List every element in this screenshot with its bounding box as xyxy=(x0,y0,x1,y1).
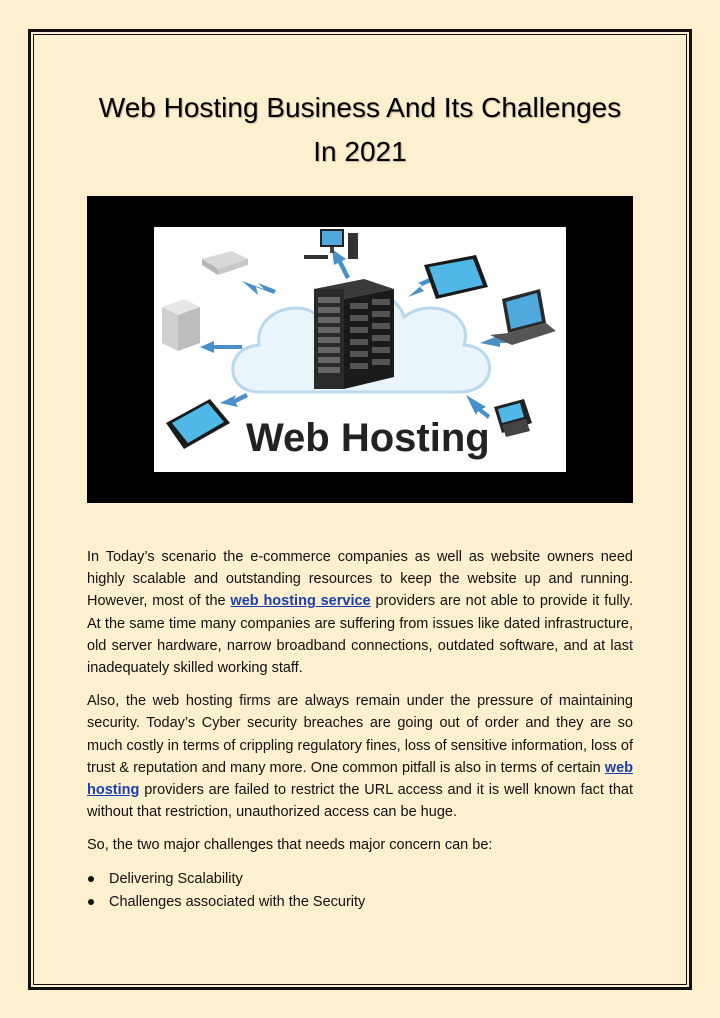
server-rack-icon xyxy=(314,279,394,389)
paragraph-3: So, the two major challenges that needs major concern can be: xyxy=(87,837,493,854)
title-line-2: In 2021 xyxy=(313,136,407,167)
hero-caption: Web Hosting xyxy=(246,416,490,460)
paragraph-2-text-b: providers are failed to restrict the URL access and it is well known fact that without that restriction, unauthorized access can be huge. xyxy=(87,782,633,821)
bullet-icon xyxy=(88,899,94,905)
paragraph-1 xyxy=(87,546,633,679)
list-item-label: Challenges associated with the Security xyxy=(109,893,366,910)
web-hosting-illustration xyxy=(87,196,633,503)
paragraph-1-text-b: providers are not able to provide it fully. At the same time many companies are suffering from issues like dated infrastructure, old server hardware, narrow broadband connections, outdated software, and at last inadequately skilled working staff. xyxy=(87,593,634,677)
title-line-1: Web Hosting Business And Its Challenges xyxy=(98,92,622,123)
document-title xyxy=(60,86,660,174)
web-hosting-service-link[interactable]: web hosting service xyxy=(230,593,371,610)
web-hosting-link[interactable]: web hosting xyxy=(87,759,633,799)
paragraph-2-text-a: Also, the web hosting firms are always remain under the pressure of maintaining security. Today’s Cyber security breaches are going out of order and they are so much costly in terms of crippling regulatory fines, loss of sensitive information, loss of trust & reputation and many more. One common pitfall is also in terms of certain xyxy=(87,693,633,776)
hero-image xyxy=(154,227,566,472)
bullet-icon xyxy=(88,876,94,882)
paragraph-2 xyxy=(87,690,633,823)
list-item xyxy=(87,891,633,914)
challenges-list xyxy=(87,868,633,914)
list-item xyxy=(87,868,633,891)
list-item-label: Delivering Scalability xyxy=(109,870,243,887)
document-body xyxy=(87,546,633,914)
paragraph-1-text-a: In Today’s scenario the e-commerce companies as well as website owners need highly scalable and outstanding resources to keep the website up and running. However, most of the xyxy=(87,549,633,610)
storage-device-icon xyxy=(162,299,200,351)
